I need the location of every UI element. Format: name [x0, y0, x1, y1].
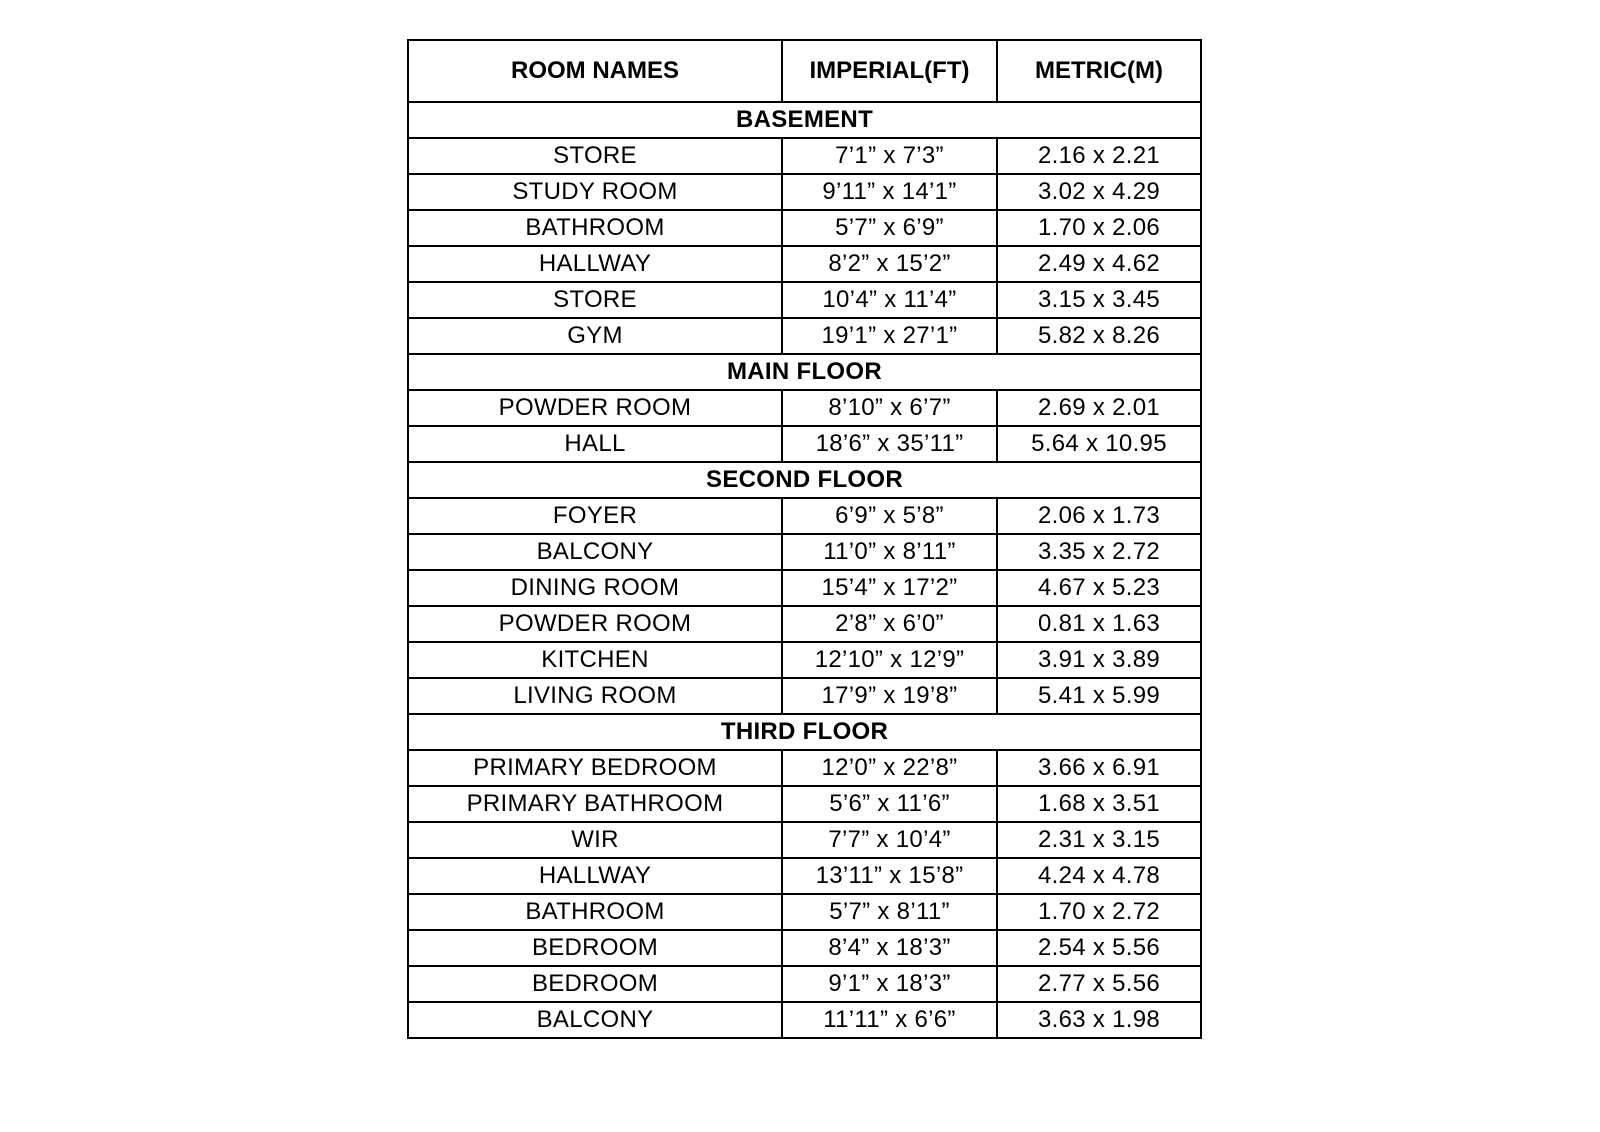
imperial-cell: 9’11” x 14’1”: [782, 174, 997, 210]
imperial-cell: 11’11” x 6’6”: [782, 1002, 997, 1038]
room-name-cell: PRIMARY BEDROOM: [408, 750, 782, 786]
metric-cell: 5.41 x 5.99: [997, 678, 1201, 714]
metric-cell: 2.54 x 5.56: [997, 930, 1201, 966]
room-name-cell: BATHROOM: [408, 210, 782, 246]
room-name-cell: BEDROOM: [408, 930, 782, 966]
section-row: [408, 714, 1201, 750]
imperial-cell: 9’1” x 18’3”: [782, 966, 997, 1002]
header-room-names: ROOM NAMES: [408, 40, 782, 102]
table-row: [408, 318, 1201, 354]
room-name-cell: HALLWAY: [408, 246, 782, 282]
imperial-cell: 5’7” x 6’9”: [782, 210, 997, 246]
imperial-cell: 17’9” x 19’8”: [782, 678, 997, 714]
table-row: [408, 210, 1201, 246]
table-row: [408, 930, 1201, 966]
table-row: [408, 642, 1201, 678]
imperial-cell: 11’0” x 8’11”: [782, 534, 997, 570]
section-row: [408, 102, 1201, 138]
room-name-cell: WIR: [408, 822, 782, 858]
metric-cell: 5.64 x 10.95: [997, 426, 1201, 462]
room-name-cell: BATHROOM: [408, 894, 782, 930]
metric-cell: 2.31 x 3.15: [997, 822, 1201, 858]
imperial-cell: 5’7” x 8’11”: [782, 894, 997, 930]
room-name-cell: POWDER ROOM: [408, 390, 782, 426]
room-name-cell: STUDY ROOM: [408, 174, 782, 210]
metric-cell: 2.16 x 2.21: [997, 138, 1201, 174]
room-name-cell: HALL: [408, 426, 782, 462]
room-name-cell: BEDROOM: [408, 966, 782, 1002]
room-name-cell: POWDER ROOM: [408, 606, 782, 642]
header-row: [408, 40, 1201, 102]
room-name-cell: KITCHEN: [408, 642, 782, 678]
metric-cell: 5.82 x 8.26: [997, 318, 1201, 354]
imperial-cell: 7’7” x 10’4”: [782, 822, 997, 858]
imperial-cell: 10’4” x 11’4”: [782, 282, 997, 318]
room-name-cell: PRIMARY BATHROOM: [408, 786, 782, 822]
imperial-cell: 13’11” x 15’8”: [782, 858, 997, 894]
section-row: [408, 462, 1201, 498]
imperial-cell: 6’9” x 5’8”: [782, 498, 997, 534]
section-row: [408, 354, 1201, 390]
imperial-cell: 15’4” x 17’2”: [782, 570, 997, 606]
room-dimensions-table: [407, 39, 1202, 1039]
imperial-cell: 7’1” x 7’3”: [782, 138, 997, 174]
metric-cell: 3.63 x 1.98: [997, 1002, 1201, 1038]
section-title: BASEMENT: [408, 102, 1201, 138]
imperial-cell: 12’10” x 12’9”: [782, 642, 997, 678]
imperial-cell: 12’0” x 22’8”: [782, 750, 997, 786]
room-name-cell: STORE: [408, 282, 782, 318]
table-row: [408, 606, 1201, 642]
imperial-cell: 18’6” x 35’11”: [782, 426, 997, 462]
imperial-cell: 5’6” x 11’6”: [782, 786, 997, 822]
table-header: [408, 40, 1201, 102]
section-title: MAIN FLOOR: [408, 354, 1201, 390]
imperial-cell: 2’8” x 6’0”: [782, 606, 997, 642]
table-row: [408, 570, 1201, 606]
metric-cell: 2.77 x 5.56: [997, 966, 1201, 1002]
table-body: [408, 102, 1201, 1038]
metric-cell: 1.68 x 3.51: [997, 786, 1201, 822]
table-row: [408, 534, 1201, 570]
table-row: [408, 246, 1201, 282]
metric-cell: 3.35 x 2.72: [997, 534, 1201, 570]
metric-cell: 0.81 x 1.63: [997, 606, 1201, 642]
room-name-cell: GYM: [408, 318, 782, 354]
table-row: [408, 858, 1201, 894]
room-name-cell: DINING ROOM: [408, 570, 782, 606]
table-row: [408, 966, 1201, 1002]
imperial-cell: 19’1” x 27’1”: [782, 318, 997, 354]
table-row: [408, 138, 1201, 174]
metric-cell: 2.69 x 2.01: [997, 390, 1201, 426]
table-row: [408, 498, 1201, 534]
metric-cell: 4.24 x 4.78: [997, 858, 1201, 894]
table-row: [408, 822, 1201, 858]
room-name-cell: FOYER: [408, 498, 782, 534]
table-row: [408, 894, 1201, 930]
metric-cell: 4.67 x 5.23: [997, 570, 1201, 606]
metric-cell: 2.06 x 1.73: [997, 498, 1201, 534]
metric-cell: 1.70 x 2.72: [997, 894, 1201, 930]
table-row: [408, 282, 1201, 318]
room-name-cell: STORE: [408, 138, 782, 174]
header-imperial: IMPERIAL(FT): [782, 40, 997, 102]
table-row: [408, 1002, 1201, 1038]
section-title: SECOND FLOOR: [408, 462, 1201, 498]
metric-cell: 3.91 x 3.89: [997, 642, 1201, 678]
table-row: [408, 174, 1201, 210]
room-name-cell: HALLWAY: [408, 858, 782, 894]
metric-cell: 2.49 x 4.62: [997, 246, 1201, 282]
table-row: [408, 390, 1201, 426]
table-row: [408, 426, 1201, 462]
table-row: [408, 786, 1201, 822]
room-name-cell: BALCONY: [408, 534, 782, 570]
table-row: [408, 678, 1201, 714]
metric-cell: 1.70 x 2.06: [997, 210, 1201, 246]
metric-cell: 3.66 x 6.91: [997, 750, 1201, 786]
metric-cell: 3.15 x 3.45: [997, 282, 1201, 318]
table-row: [408, 750, 1201, 786]
imperial-cell: 8’4” x 18’3”: [782, 930, 997, 966]
metric-cell: 3.02 x 4.29: [997, 174, 1201, 210]
imperial-cell: 8’2” x 15’2”: [782, 246, 997, 282]
header-metric: METRIC(M): [997, 40, 1201, 102]
room-name-cell: BALCONY: [408, 1002, 782, 1038]
room-name-cell: LIVING ROOM: [408, 678, 782, 714]
section-title: THIRD FLOOR: [408, 714, 1201, 750]
imperial-cell: 8’10” x 6’7”: [782, 390, 997, 426]
